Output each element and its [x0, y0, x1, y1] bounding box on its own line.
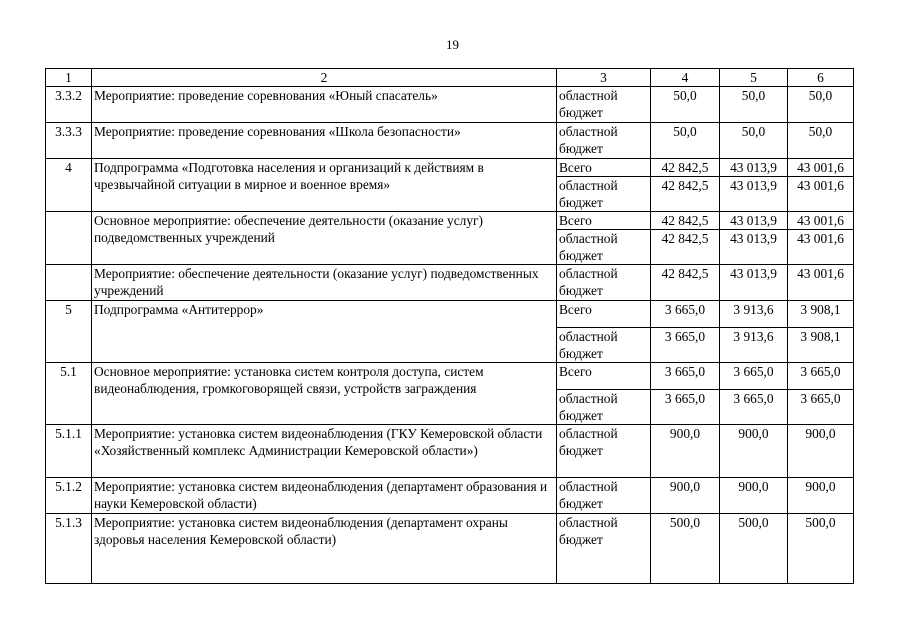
amount-year-3: 3 908,1 — [788, 301, 854, 328]
row-number: 5.1.3 — [46, 514, 92, 584]
amount-year-2: 50,0 — [720, 123, 788, 159]
header-row — [46, 69, 854, 87]
table-row — [46, 301, 854, 328]
column-header: 6 — [788, 69, 854, 87]
row-number: 5.1.2 — [46, 478, 92, 514]
row-number — [46, 265, 92, 301]
funding-source: областной бюджет — [557, 478, 651, 514]
row-number: 3.3.3 — [46, 123, 92, 159]
funding-source: областной бюджет — [557, 123, 651, 159]
column-header: 3 — [557, 69, 651, 87]
amount-year-1: 3 665,0 — [651, 328, 720, 363]
column-header: 2 — [92, 69, 557, 87]
budget-table — [45, 68, 854, 584]
amount-year-3: 900,0 — [788, 478, 854, 514]
amount-year-2: 43 013,9 — [720, 265, 788, 301]
amount-year-1: 900,0 — [651, 425, 720, 478]
funding-source: областной бюджет — [557, 514, 651, 584]
funding-source: областной бюджет — [557, 390, 651, 425]
activity-name: Мероприятие: установка систем видеонаблюдения (департамент охраны здоровья населения Кемеровской области) — [92, 514, 557, 584]
amount-year-3: 50,0 — [788, 87, 854, 123]
amount-year-1: 3 665,0 — [651, 390, 720, 425]
amount-year-3: 43 001,6 — [788, 212, 854, 230]
table-row — [46, 425, 854, 478]
activity-name: Мероприятие: проведение соревнования «Юный спасатель» — [92, 87, 557, 123]
funding-source: областной бюджет — [557, 177, 651, 212]
funding-source: областной бюджет — [557, 265, 651, 301]
amount-year-2: 43 013,9 — [720, 230, 788, 265]
page-number: 19 — [446, 37, 459, 52]
activity-name: Мероприятие: проведение соревнования «Школа безопасности» — [92, 123, 557, 159]
table-row — [46, 159, 854, 177]
table-row — [46, 478, 854, 514]
table-row — [46, 363, 854, 390]
row-number: 5.1 — [46, 363, 92, 425]
activity-name: Подпрограмма «Подготовка населения и организаций к действиям в чрезвычайной ситуации в мирное и военное время» — [92, 159, 557, 212]
amount-year-3: 50,0 — [788, 123, 854, 159]
amount-year-2: 43 013,9 — [720, 212, 788, 230]
amount-year-1: 42 842,5 — [651, 230, 720, 265]
amount-year-2: 3 665,0 — [720, 390, 788, 425]
amount-year-3: 3 665,0 — [788, 363, 854, 390]
column-header: 4 — [651, 69, 720, 87]
amount-year-3: 43 001,6 — [788, 159, 854, 177]
table-row — [46, 514, 854, 584]
amount-year-1: 42 842,5 — [651, 159, 720, 177]
amount-year-1: 900,0 — [651, 478, 720, 514]
funding-source: Всего — [557, 301, 651, 328]
amount-year-3: 43 001,6 — [788, 265, 854, 301]
column-header: 1 — [46, 69, 92, 87]
amount-year-3: 43 001,6 — [788, 177, 854, 212]
activity-name: Мероприятие: обеспечение деятельности (оказание услуг) подведомственных учреждений — [92, 265, 557, 301]
amount-year-2: 43 013,9 — [720, 159, 788, 177]
amount-year-1: 3 665,0 — [651, 301, 720, 328]
row-number: 5 — [46, 301, 92, 363]
table-row — [46, 123, 854, 159]
funding-source: областной бюджет — [557, 328, 651, 363]
row-number: 5.1.1 — [46, 425, 92, 478]
activity-name: Мероприятие: установка систем видеонаблюдения (ГКУ Кемеровской области «Хозяйственный комплекс Администрации Кемеровской области») — [92, 425, 557, 478]
activity-name: Подпрограмма «Антитеррор» — [92, 301, 557, 363]
amount-year-1: 500,0 — [651, 514, 720, 584]
activity-name: Основное мероприятие: установка систем контроля доступа, систем видеонаблюдения, громкоговорящей связи, устройств заграждения — [92, 363, 557, 425]
activity-name: Основное мероприятие: обеспечение деятельности (оказание услуг) подведомственных учреждений — [92, 212, 557, 265]
table-row — [46, 87, 854, 123]
funding-source: областной бюджет — [557, 87, 651, 123]
funding-source: областной бюджет — [557, 230, 651, 265]
row-number — [46, 212, 92, 265]
amount-year-2: 3 913,6 — [720, 328, 788, 363]
funding-source: Всего — [557, 212, 651, 230]
amount-year-2: 50,0 — [720, 87, 788, 123]
amount-year-1: 42 842,5 — [651, 212, 720, 230]
funding-source: Всего — [557, 363, 651, 390]
funding-source: областной бюджет — [557, 425, 651, 478]
amount-year-1: 42 842,5 — [651, 177, 720, 212]
column-header: 5 — [720, 69, 788, 87]
amount-year-1: 42 842,5 — [651, 265, 720, 301]
amount-year-3: 43 001,6 — [788, 230, 854, 265]
amount-year-2: 43 013,9 — [720, 177, 788, 212]
table-row — [46, 212, 854, 230]
amount-year-2: 900,0 — [720, 425, 788, 478]
funding-source: Всего — [557, 159, 651, 177]
amount-year-2: 500,0 — [720, 514, 788, 584]
amount-year-1: 3 665,0 — [651, 363, 720, 390]
amount-year-2: 900,0 — [720, 478, 788, 514]
amount-year-3: 500,0 — [788, 514, 854, 584]
row-number: 3.3.2 — [46, 87, 92, 123]
table-row — [46, 265, 854, 301]
amount-year-2: 3 665,0 — [720, 363, 788, 390]
amount-year-3: 900,0 — [788, 425, 854, 478]
row-number: 4 — [46, 159, 92, 212]
amount-year-1: 50,0 — [651, 123, 720, 159]
amount-year-2: 3 913,6 — [720, 301, 788, 328]
activity-name: Мероприятие: установка систем видеонаблюдения (департамент образования и науки Кемеровской области) — [92, 478, 557, 514]
amount-year-1: 50,0 — [651, 87, 720, 123]
amount-year-3: 3 665,0 — [788, 390, 854, 425]
amount-year-3: 3 908,1 — [788, 328, 854, 363]
